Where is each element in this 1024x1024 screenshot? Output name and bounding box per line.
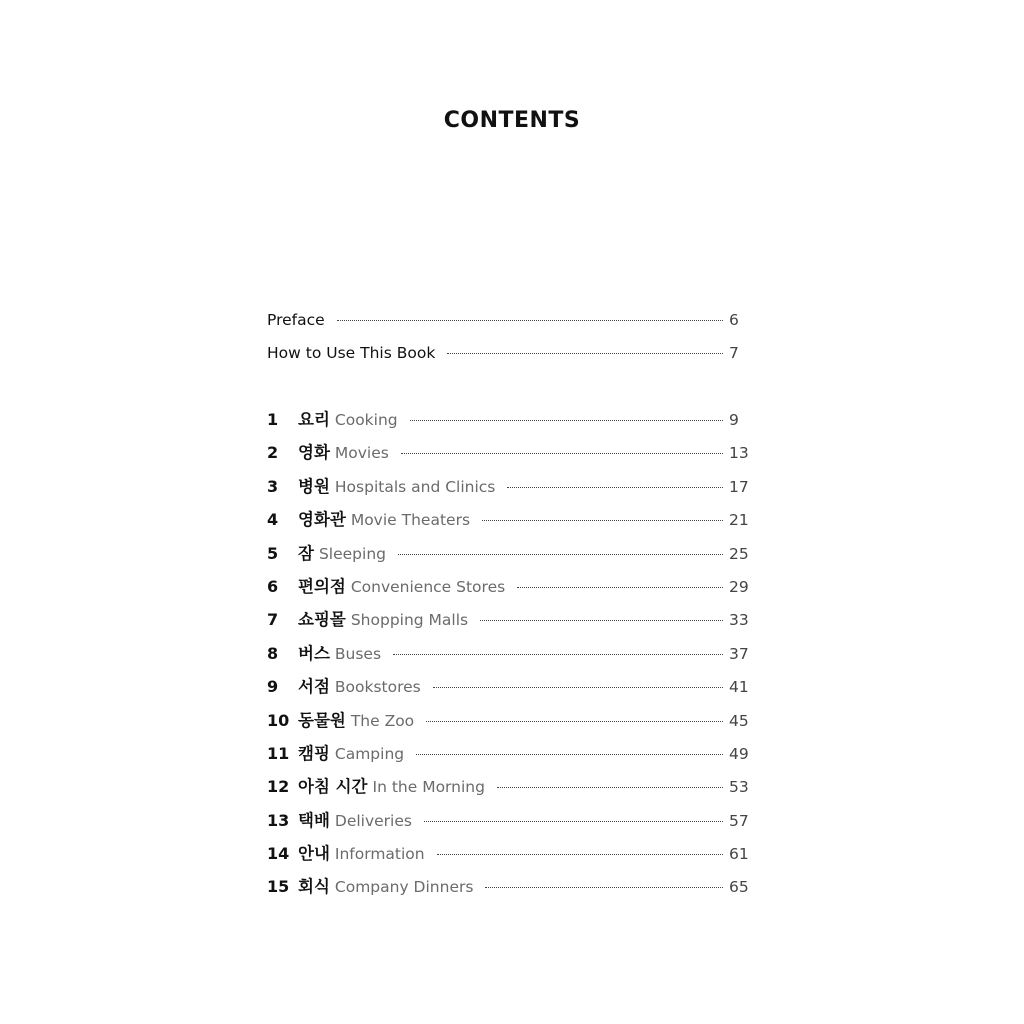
chapter-number: 7 (267, 610, 279, 630)
dot-leader (517, 587, 723, 588)
dot-leader (482, 520, 723, 521)
front-matter-list (267, 309, 749, 376)
chapter-entry[interactable] (267, 843, 749, 876)
chapter-english-title: Information (334, 845, 425, 864)
chapter-number: 3 (267, 476, 279, 496)
chapter-korean-title: 버스 (298, 643, 330, 663)
chapter-korean-title: 영화관 (298, 510, 346, 530)
chapter-korean-title: 회식 (298, 877, 330, 897)
chapter-korean-title: 영화 (298, 443, 330, 463)
chapter-number: 10 (267, 710, 290, 730)
chapter-korean-title: 택배 (298, 810, 330, 830)
dot-leader (424, 821, 723, 822)
toc-page-number: 25 (729, 544, 749, 563)
chapter-korean-title: 서점 (298, 677, 330, 697)
toc-page-number: 61 (729, 845, 749, 864)
chapter-english-title: Hospitals and Clinics (334, 477, 496, 496)
chapter-english-title: Cooking (334, 411, 398, 429)
chapter-number: 15 (267, 877, 290, 897)
chapter-entry[interactable] (267, 576, 749, 609)
toc-page-number: 33 (729, 611, 749, 630)
chapter-english-title: Movie Theaters (350, 511, 471, 530)
toc-entry-preface[interactable] (267, 309, 749, 342)
page-title: CONTENTS (443, 108, 581, 133)
chapter-english-title: Company Dinners (334, 878, 474, 897)
dot-leader (433, 687, 723, 688)
chapter-korean-title: 안내 (298, 844, 330, 864)
dot-leader (410, 420, 723, 421)
chapter-korean-title: 잠 (298, 543, 314, 563)
toc-page-number: 65 (729, 878, 749, 897)
dot-leader (437, 854, 723, 855)
dot-leader (507, 487, 723, 488)
dot-leader (497, 787, 723, 788)
dot-leader (401, 453, 723, 454)
toc-page-number: 13 (729, 444, 749, 463)
chapter-number: 4 (267, 510, 279, 530)
chapter-korean-title: 요리 (298, 410, 330, 429)
toc-page-number: 21 (729, 511, 749, 530)
toc-page-number: 29 (729, 577, 749, 596)
toc-page-number: 7 (729, 344, 739, 363)
toc-page-number: 49 (729, 744, 749, 763)
toc-page-number: 57 (729, 811, 749, 830)
chapter-entry[interactable] (267, 609, 749, 642)
chapter-english-title: The Zoo (350, 711, 415, 730)
dot-leader (393, 654, 723, 655)
chapter-english-title: Deliveries (334, 811, 412, 830)
chapter-number: 9 (267, 677, 279, 697)
chapter-number: 2 (267, 443, 279, 463)
chapter-english-title: In the Morning (372, 778, 485, 797)
chapter-korean-title: 동물원 (298, 710, 346, 730)
dot-leader (480, 620, 723, 621)
chapter-english-title: Movies (334, 444, 389, 463)
toc-page-number: 9 (729, 411, 739, 429)
chapter-korean-title: 병원 (298, 476, 330, 496)
dot-leader (337, 320, 723, 321)
chapter-entry[interactable] (267, 409, 749, 442)
toc-entry-how-to-use[interactable] (267, 342, 749, 375)
chapter-number: 14 (267, 844, 290, 864)
chapter-entry[interactable] (267, 776, 749, 809)
toc-page-number: 37 (729, 644, 749, 663)
dot-leader (426, 721, 723, 722)
dot-leader (398, 554, 723, 555)
chapter-entry[interactable] (267, 543, 749, 576)
chapter-number: 5 (267, 543, 279, 563)
toc-page-number: 41 (729, 678, 749, 697)
chapter-entry[interactable] (267, 509, 749, 542)
chapter-entry[interactable] (267, 810, 749, 843)
chapter-english-title: Shopping Malls (350, 611, 469, 630)
chapter-entry[interactable] (267, 876, 749, 909)
chapter-entry[interactable] (267, 442, 749, 475)
dot-leader (447, 353, 723, 354)
chapter-number: 11 (267, 743, 290, 763)
chapter-korean-title: 편의점 (298, 576, 346, 596)
dot-leader (485, 887, 723, 888)
toc-page-number: 6 (729, 311, 739, 329)
chapter-korean-title: 아침 시간 (298, 777, 368, 797)
chapter-entry[interactable] (267, 710, 749, 743)
dot-leader (416, 754, 723, 755)
chapter-english-title: Bookstores (334, 678, 421, 697)
chapter-entry[interactable] (267, 676, 749, 709)
chapter-number: 6 (267, 576, 279, 596)
chapter-list (267, 409, 749, 910)
chapter-english-title: Convenience Stores (350, 577, 506, 596)
chapter-english-title: Buses (334, 644, 382, 663)
chapter-number: 8 (267, 643, 279, 663)
chapter-number: 1 (267, 410, 279, 429)
chapter-entry[interactable] (267, 476, 749, 509)
chapter-korean-title: 캠핑 (298, 743, 330, 763)
chapter-korean-title: 쇼핑몰 (298, 610, 346, 630)
chapter-english-title: Camping (334, 744, 405, 763)
toc-entry-label: How to Use This Book (267, 344, 436, 363)
chapter-number: 12 (267, 777, 290, 797)
toc-entry-label: Preface (267, 311, 325, 329)
chapter-english-title: Sleeping (318, 544, 386, 563)
chapter-number: 13 (267, 810, 290, 830)
toc-page-number: 45 (729, 711, 749, 730)
chapter-entry[interactable] (267, 643, 749, 676)
toc-page-number: 17 (729, 477, 749, 496)
chapter-entry[interactable] (267, 743, 749, 776)
toc-page-number: 53 (729, 778, 749, 797)
